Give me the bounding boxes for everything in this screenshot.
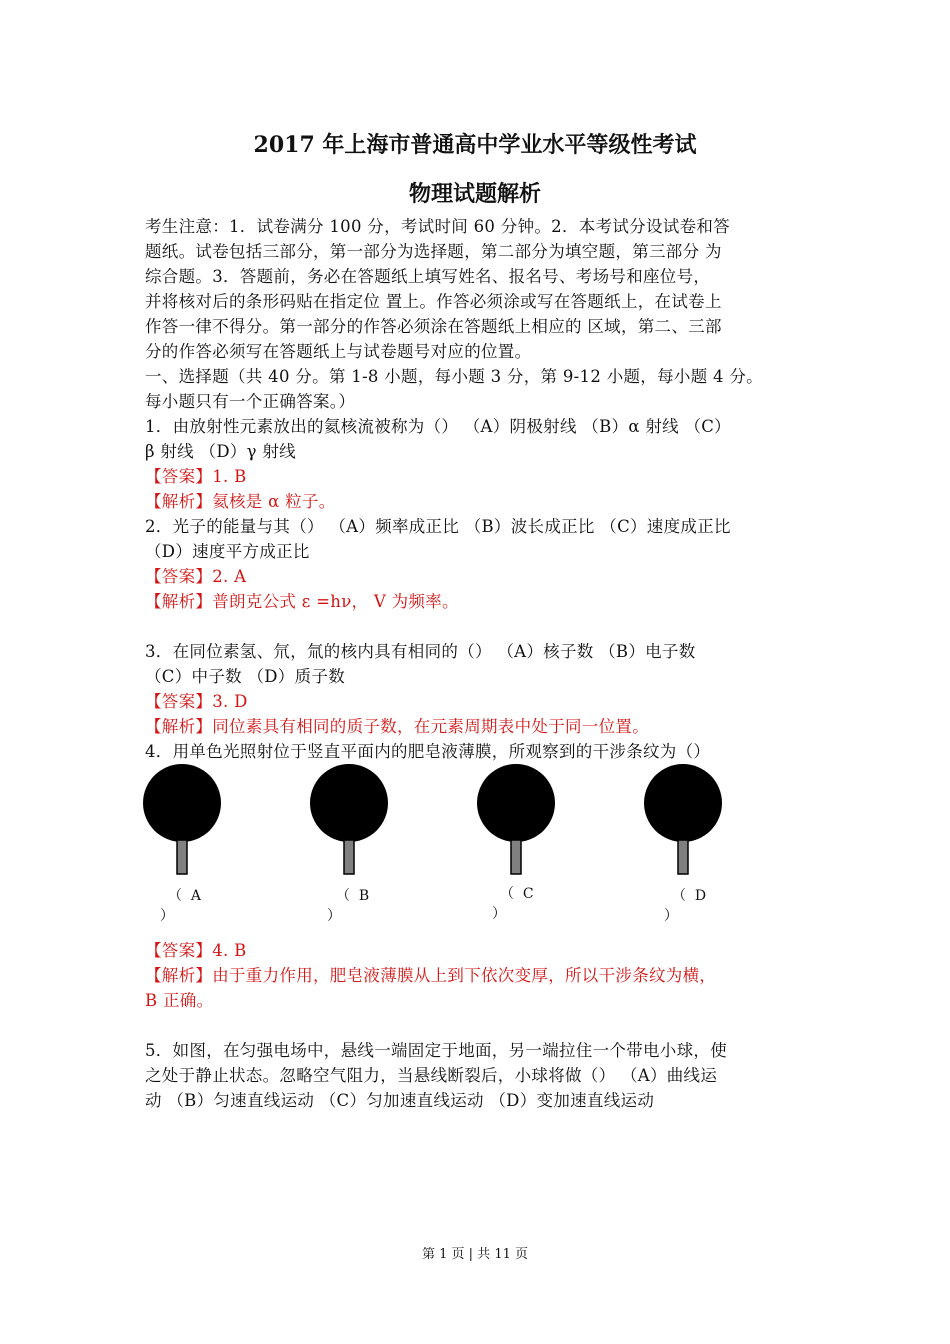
q3-text: 3．在同位素氢、氘，氚的核内具有相同的（） （A）核子数 （B）电子数 <box>145 642 696 661</box>
notice-line: 并将核对后的条形码贴在指定位 置上。作答必须涂或写在答题纸上，在试卷上 <box>145 292 722 311</box>
answer-label: 【答案】 <box>145 941 213 960</box>
q1-analysis <box>145 489 817 514</box>
answer-label: 【答案】 <box>145 567 213 586</box>
page-subtitle: 物理试题解析 <box>408 181 541 207</box>
lower-text <box>145 938 817 1113</box>
option-close-d: ） <box>664 908 678 924</box>
q2-text: （D）速度平方成正比 <box>145 542 310 561</box>
analysis-text: 氦核是 α 粒子。 <box>212 492 336 511</box>
analysis-label: 【解析】 <box>145 717 213 736</box>
analysis-text: 由于重力作用，肥皂液薄膜从上到下依次变厚，所以干涉条纹为横， <box>212 966 717 985</box>
option-close-a: ） <box>160 908 174 924</box>
blank-line <box>145 614 817 639</box>
answer-label: 【答案】 <box>145 467 213 486</box>
notice-line: 作答一律不得分。第一部分的作答必须涂在答题纸上相应的 区域，第二、三部 <box>145 317 722 336</box>
analysis-text: 同位素具有相同的质子数，在元素周期表中处于同一位置。 <box>212 717 650 736</box>
option-label-a: （ A <box>168 888 202 904</box>
answer-value: 2. A <box>212 567 247 586</box>
q1-text: β 射线 （D）γ 射线 <box>145 442 296 461</box>
analysis-label: 【解析】 <box>145 966 213 985</box>
q2-answer <box>145 564 817 589</box>
page-footer: 第 1 页 | 共 11 页 <box>422 1247 528 1262</box>
q2-text: 2．光子的能量与其（） （A）频率成正比 （B）波长成正比 （C）速度成正比 <box>145 517 731 536</box>
q1-answer <box>145 464 817 489</box>
main-text <box>145 214 817 764</box>
notice-line: 综合题。3．答题前，务必在答题纸上填写姓名、报名号、考场号和座位号， <box>145 267 711 286</box>
option-label-c: （ C <box>500 886 534 902</box>
option-close-b: ） <box>327 908 341 924</box>
page-title: 2017 年上海市普通高中学业水平等级性考试 <box>253 132 697 158</box>
figure-option-c <box>476 763 558 875</box>
blank-line <box>145 1013 817 1038</box>
q2-analysis <box>145 589 817 614</box>
q3-answer <box>145 689 817 714</box>
answer-value: 3. D <box>212 692 248 711</box>
option-close-c: ） <box>492 906 506 922</box>
figure-option-a <box>142 763 224 875</box>
section-heading: 每小题只有一个正确答案。） <box>145 392 356 411</box>
q3-analysis <box>145 714 817 739</box>
section-heading: 一、选择题（共 40 分。第 1-8 小题，每小题 3 分，第 9-12 小题，每小题 4 分。 <box>145 367 763 386</box>
figure-option-d <box>643 763 725 875</box>
answer-value: 1. B <box>212 467 247 486</box>
q5-text: 动 （B）匀速直线运动 （C）匀加速直线运动 （D）变加速直线运动 <box>145 1091 655 1110</box>
analysis-label: 【解析】 <box>145 492 213 511</box>
notice-line: 题纸。试卷包括三部分，第一部分为选择题，第二部分为填空题，第三部分 为 <box>145 242 722 261</box>
answer-value: 4. B <box>212 941 247 960</box>
notice-line: 考生注意：1．试卷满分 100 分，考试时间 60 分钟。2．本考试分设试卷和答 <box>145 217 730 236</box>
figure-option-b <box>309 763 391 875</box>
q4-analysis <box>145 963 817 988</box>
q4-answer <box>145 938 817 963</box>
q5-text: 5．如图，在匀强电场中，悬线一端固定于地面，另一端拉住一个带电小球，使 <box>145 1041 727 1060</box>
answer-label: 【答案】 <box>145 692 213 711</box>
option-label-d: （ D <box>672 888 707 904</box>
analysis-label: 【解析】 <box>145 592 213 611</box>
q3-text: （C）中子数 （D）质子数 <box>145 667 345 686</box>
q1-text: 1．由放射性元素放出的氦核流被称为（） （A）阴极射线 （B）α 射线 （C） <box>145 417 731 436</box>
analysis-text: 普朗克公式 ε =hν， V 为频率。 <box>212 592 459 611</box>
option-label-b: （ B <box>336 888 370 904</box>
q4-text: 4．用单色光照射位于竖直平面内的肥皂液薄膜，所观察到的干涉条纹为（） <box>145 742 711 761</box>
q5-text: 之处于静止状态。忽略空气阻力，当悬线断裂后，小球将做（） （A）曲线运 <box>145 1066 718 1085</box>
q4-analysis-cont: B 正确。 <box>145 991 214 1010</box>
notice-line: 分的作答必须写在答题纸上与试卷题号对应的位置。 <box>145 342 532 361</box>
